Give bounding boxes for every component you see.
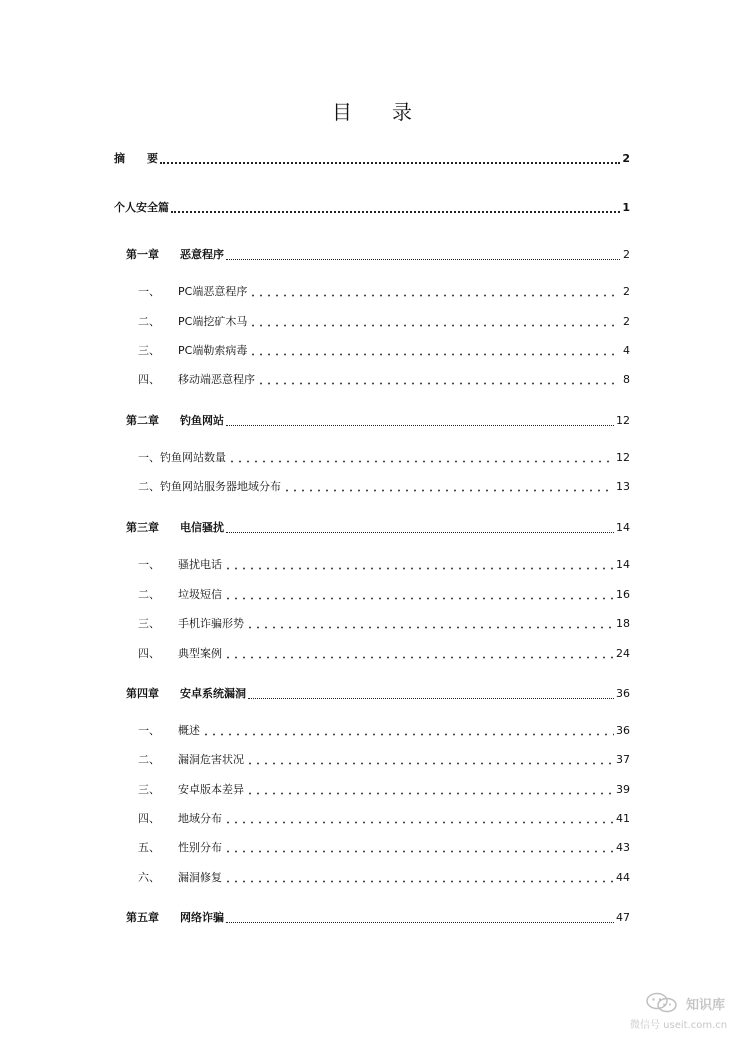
dot-leader xyxy=(224,880,614,883)
toc-page-number: 36 xyxy=(616,724,630,737)
item-index: 二、 xyxy=(138,753,160,766)
dot-leader xyxy=(202,733,614,736)
toc-chapter-2[interactable] xyxy=(126,413,630,428)
item-index: 四、 xyxy=(138,647,160,660)
item-title: 典型案例 xyxy=(178,647,222,660)
toc-chapter-3[interactable] xyxy=(126,520,630,535)
toc-item[interactable] xyxy=(138,812,630,826)
toc-entry-personal-security[interactable] xyxy=(114,199,630,215)
item-index: 二、 xyxy=(138,588,160,601)
dot-leader xyxy=(224,821,614,824)
item-title: 垃圾短信 xyxy=(178,588,222,601)
dot-leader xyxy=(226,520,614,533)
toc-page-number: 12 xyxy=(616,451,630,464)
toc-page-number: 2 xyxy=(622,152,630,165)
dot-leader xyxy=(224,597,614,600)
toc-label: 摘 要 xyxy=(114,152,158,165)
toc-page-number: 2 xyxy=(623,248,630,261)
item-index: 四、 xyxy=(138,812,160,825)
toc-item[interactable] xyxy=(138,871,630,885)
item-title: 二、钓鱼网站服务器地域分布 xyxy=(138,480,281,493)
dot-leader xyxy=(226,247,620,260)
watermark xyxy=(628,992,738,1036)
toc-item[interactable] xyxy=(138,285,630,299)
dot-leader xyxy=(226,910,614,923)
item-index: 六、 xyxy=(138,871,160,884)
item-title: 移动端恶意程序 xyxy=(178,373,255,386)
toc-page-number: 2 xyxy=(623,315,630,328)
item-title: PC端挖矿木马 xyxy=(178,315,248,328)
toc-page-number: 39 xyxy=(616,783,630,796)
toc-entry-abstract[interactable] xyxy=(114,150,630,166)
toc-page-number: 37 xyxy=(616,753,630,766)
chapter-title: 安卓系统漏洞 xyxy=(180,687,246,700)
item-title: 地域分布 xyxy=(178,812,222,825)
toc-item[interactable] xyxy=(138,647,630,661)
item-title: 漏洞修复 xyxy=(178,871,222,884)
toc-page-number: 47 xyxy=(616,911,630,924)
wechat-icon xyxy=(644,992,680,1014)
title-char-1: 目 xyxy=(332,100,352,124)
toc-page-number: 14 xyxy=(616,521,630,534)
item-index: 三、 xyxy=(138,617,160,630)
dot-leader xyxy=(257,382,620,385)
item-title: 安卓版本差异 xyxy=(178,783,244,796)
toc-item[interactable] xyxy=(138,315,630,329)
dot-leader xyxy=(249,294,620,297)
item-title: 性别分布 xyxy=(178,841,222,854)
item-title: 概述 xyxy=(178,724,200,737)
item-index: 三、 xyxy=(138,344,160,357)
dot-leader xyxy=(226,413,614,426)
dot-leader xyxy=(248,686,614,699)
dot-leader xyxy=(224,850,614,853)
toc-chapter-1[interactable] xyxy=(126,247,630,262)
dot-leader xyxy=(224,656,614,659)
toc-item[interactable] xyxy=(138,451,630,465)
dot-leader xyxy=(160,150,620,164)
toc-item[interactable] xyxy=(138,480,630,494)
dot-leader xyxy=(249,324,620,327)
toc-item[interactable] xyxy=(138,588,630,602)
toc-item[interactable] xyxy=(138,841,630,855)
item-title: 骚扰电话 xyxy=(178,558,222,571)
item-title: PC端勒索病毒 xyxy=(178,344,248,357)
dot-leader xyxy=(171,199,620,213)
toc-page-number: 44 xyxy=(616,871,630,884)
title-char-2: 录 xyxy=(392,100,412,124)
toc-page-number: 16 xyxy=(616,588,630,601)
item-title: PC端恶意程序 xyxy=(178,285,248,298)
toc-page-number: 41 xyxy=(616,812,630,825)
toc-page-number: 1 xyxy=(622,201,630,214)
toc-page-number: 36 xyxy=(616,687,630,700)
item-index: 一、 xyxy=(138,558,160,571)
toc-item[interactable] xyxy=(138,617,630,631)
toc-chapter-5[interactable] xyxy=(126,910,630,925)
toc-item[interactable] xyxy=(138,344,630,358)
toc-chapter-4[interactable] xyxy=(126,686,630,701)
item-index: 一、 xyxy=(138,724,160,737)
dot-leader xyxy=(249,353,620,356)
toc-page-number: 12 xyxy=(616,414,630,427)
toc-page-number: 13 xyxy=(616,480,630,493)
toc-page-number: 24 xyxy=(616,647,630,660)
toc-page-number: 8 xyxy=(623,373,630,386)
toc-page-number: 4 xyxy=(623,344,630,357)
item-title: 漏洞危害状况 xyxy=(178,753,244,766)
watermark-subtitle: 微信号 useit.com.cn xyxy=(630,1020,728,1031)
chapter-title: 恶意程序 xyxy=(180,248,224,261)
chapter-title: 钓鱼网站 xyxy=(180,414,224,427)
item-index: 五、 xyxy=(138,841,160,854)
chapter-number: 第五章 xyxy=(126,911,159,924)
dot-leader xyxy=(228,460,614,463)
item-index: 四、 xyxy=(138,373,160,386)
dot-leader xyxy=(224,567,614,570)
chapter-number: 第三章 xyxy=(126,521,159,534)
chapter-title: 网络诈骗 xyxy=(180,911,224,924)
watermark-name: 知识库 xyxy=(686,998,726,1013)
item-title: 一、钓鱼网站数量 xyxy=(138,451,226,464)
item-title: 手机诈骗形势 xyxy=(178,617,244,630)
toc-item[interactable] xyxy=(138,558,630,572)
page-title xyxy=(0,96,744,125)
toc-item[interactable] xyxy=(138,373,630,387)
chapter-number: 第四章 xyxy=(126,687,159,700)
toc-page-number: 2 xyxy=(623,285,630,298)
dot-leader xyxy=(246,762,614,765)
item-index: 一、 xyxy=(138,285,160,298)
toc-item[interactable] xyxy=(138,753,630,767)
toc-item[interactable] xyxy=(138,724,630,738)
toc-page-number: 18 xyxy=(616,617,630,630)
chapter-number: 第二章 xyxy=(126,414,159,427)
dot-leader xyxy=(246,792,614,795)
chapter-title: 电信骚扰 xyxy=(180,521,224,534)
toc-label: 个人安全篇 xyxy=(114,201,169,214)
dot-leader xyxy=(283,489,614,492)
chapter-number: 第一章 xyxy=(126,248,159,261)
toc-page-number: 14 xyxy=(616,558,630,571)
item-index: 三、 xyxy=(138,783,160,796)
dot-leader xyxy=(246,626,614,629)
toc-page-number: 43 xyxy=(616,841,630,854)
item-index: 二、 xyxy=(138,315,160,328)
toc-item[interactable] xyxy=(138,783,630,797)
